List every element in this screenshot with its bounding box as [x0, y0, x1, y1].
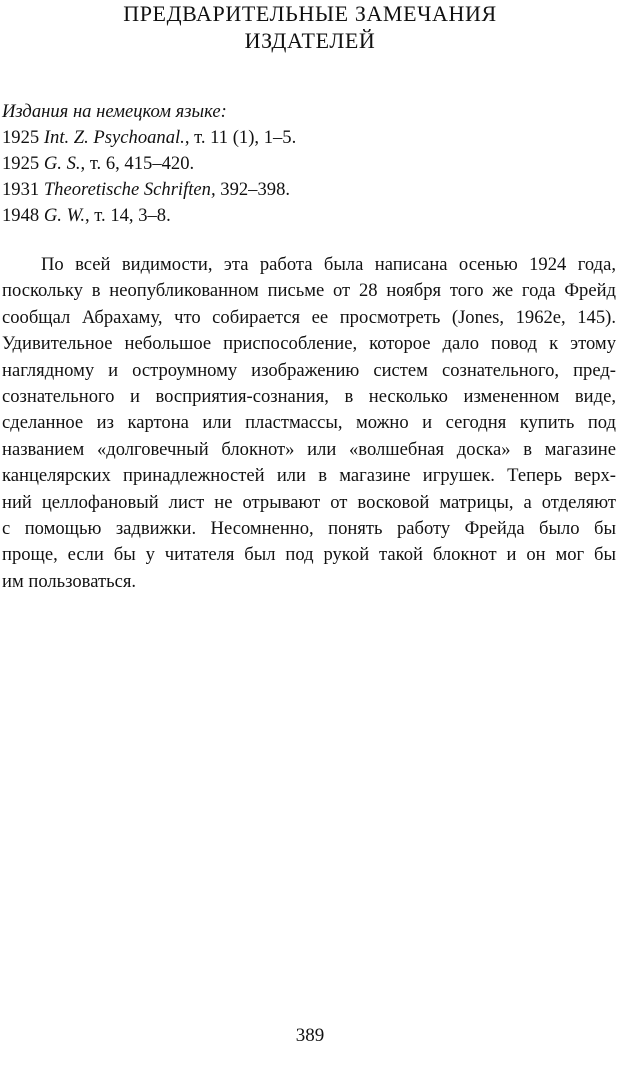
page-title: [0, 0, 620, 54]
edition-source: Theoretische Schriften,: [43, 179, 216, 200]
edition-year: 1931: [2, 179, 40, 200]
edition-year: 1925: [2, 127, 40, 148]
edition-details: , т. 6, 415–420.: [80, 153, 195, 174]
edition-year: 1948: [2, 205, 40, 226]
body-line: наглядному и остроумному изображению систем сознательного, пред-: [2, 359, 616, 381]
editions-heading: Издания на немецком языке:: [2, 101, 227, 122]
body-line: им пользоваться.: [2, 570, 137, 592]
page-title-line-2: ИЗДАТЕЛЕЙ: [244, 28, 376, 53]
body-line: названием «долговечный блокнот» или «волшебная доска» в магазине: [2, 438, 616, 460]
edition-source: Int. Z. Psychoanal.: [43, 127, 185, 148]
edition-entry: [2, 125, 602, 151]
edition-entry: [2, 177, 602, 203]
body-line: с помощью задвижки. Несомненно, понять работу Фрейда было бы: [2, 518, 616, 540]
body-line: сообщал Абрахаму, что собирается ее просмотреть (Jones, 1962e, 145).: [2, 306, 616, 328]
editions-list: [2, 99, 602, 229]
edition-entry: [2, 151, 602, 177]
body-line: По всей видимости, эта работа была написана осенью 1924 года,: [41, 254, 616, 275]
body-line: сделанное из картона или пластмассы, можно и сегодня купить под: [2, 412, 616, 434]
edition-details: , т. 11 (1), 1–5.: [184, 127, 297, 148]
edition-source: G. W.: [43, 205, 85, 226]
body-line: Удивительное небольшое приспособление, которое дало повод к этому: [2, 333, 616, 355]
body-paragraph: [2, 252, 616, 595]
page-number: 389: [295, 1025, 325, 1046]
body-line: сознательного и восприятия-сознания, в несколько измененном виде,: [2, 386, 616, 408]
body-line: проще, если бы у читателя был под рукой такой блокнот и он мог бы: [2, 544, 616, 566]
body-line: поскольку в неопубликованном письме от 28 ноября того же года Фрейд: [2, 280, 616, 302]
page-title-line-1: ПРЕДВАРИТЕЛЬНЫЕ ЗАМЕЧАНИЯ: [123, 1, 497, 26]
edition-details: , т. 14, 3–8.: [85, 205, 171, 226]
edition-entry: [2, 203, 602, 229]
edition-year: 1925: [2, 153, 40, 174]
edition-source: G. S.: [43, 153, 81, 174]
edition-details: 392–398.: [215, 179, 291, 200]
body-line: канцелярских принадлежностей или в магазине игрушек. Теперь верх-: [2, 465, 616, 487]
body-line: ний целлофановый лист не отрывают от восковой матрицы, а отделяют: [2, 491, 616, 513]
